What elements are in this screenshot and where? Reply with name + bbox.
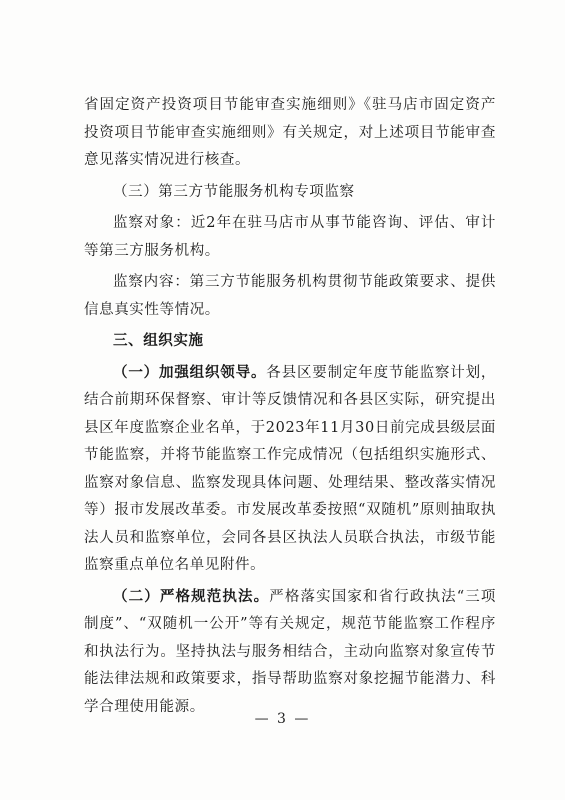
section-heading-organization: 三、组织实施 — [113, 333, 204, 349]
page-number: — 3 — — [254, 711, 311, 727]
paragraph-leadership — [84, 360, 496, 580]
paragraph-continuation: 省固定资产投资项目节能审查实施细则》《驻马店市固定资产投资项目节能审查实施细则》有关规定，对上述项目节能审查意见落实情况进行核查。 — [84, 97, 496, 168]
paragraph-supervision-target: 监察对象：近2年在驻马店市从事节能咨询、评估、审计等第三方服务机构。 — [84, 215, 496, 259]
subsection-heading-third-party: （三）第三方节能服务机构专项监察 — [113, 183, 355, 200]
paragraph-enforcement-body: 严格落实国家和省行政执法“三项制度”、“双随机一公开”等有关规定，规范节能监察工作程序和执法行为。坚持执法与服务相结合，主动向监察对象宣传节能法律法规和政策要求，指导帮助监察对象挖掘节能潜力、科学合理使用能源。 — [84, 588, 496, 715]
document-body — [84, 92, 496, 721]
paragraph-enforcement — [84, 584, 496, 722]
paragraph-supervision-content: 监察内容：第三方节能服务机构贯彻节能政策要求、提供信息真实性等情况。 — [84, 274, 496, 318]
paragraph-enforcement-lead: （二）严格规范执法。 — [113, 588, 270, 605]
paragraph-leadership-body: 各县区要制定年度节能监察计划，结合前期环保督察、审计等反馈情况和各县区实际，研究提出县区年度监察企业名单，于2023年11月30日前完成县级层面节能监察，并将节能监察工作完成情况（包括组织实施形式、监察对象信息、监察发现具体问题、处理结果、整改落实情况等）报市发展改革委。市发展改革委按照“双随机”原则抽取执法人员和监察单位，会同各县区执法人员联合执法，市级节能监察重点单位名单见附件。 — [84, 364, 497, 573]
paragraph-leadership-lead: （一）加强组织领导。 — [113, 364, 267, 381]
